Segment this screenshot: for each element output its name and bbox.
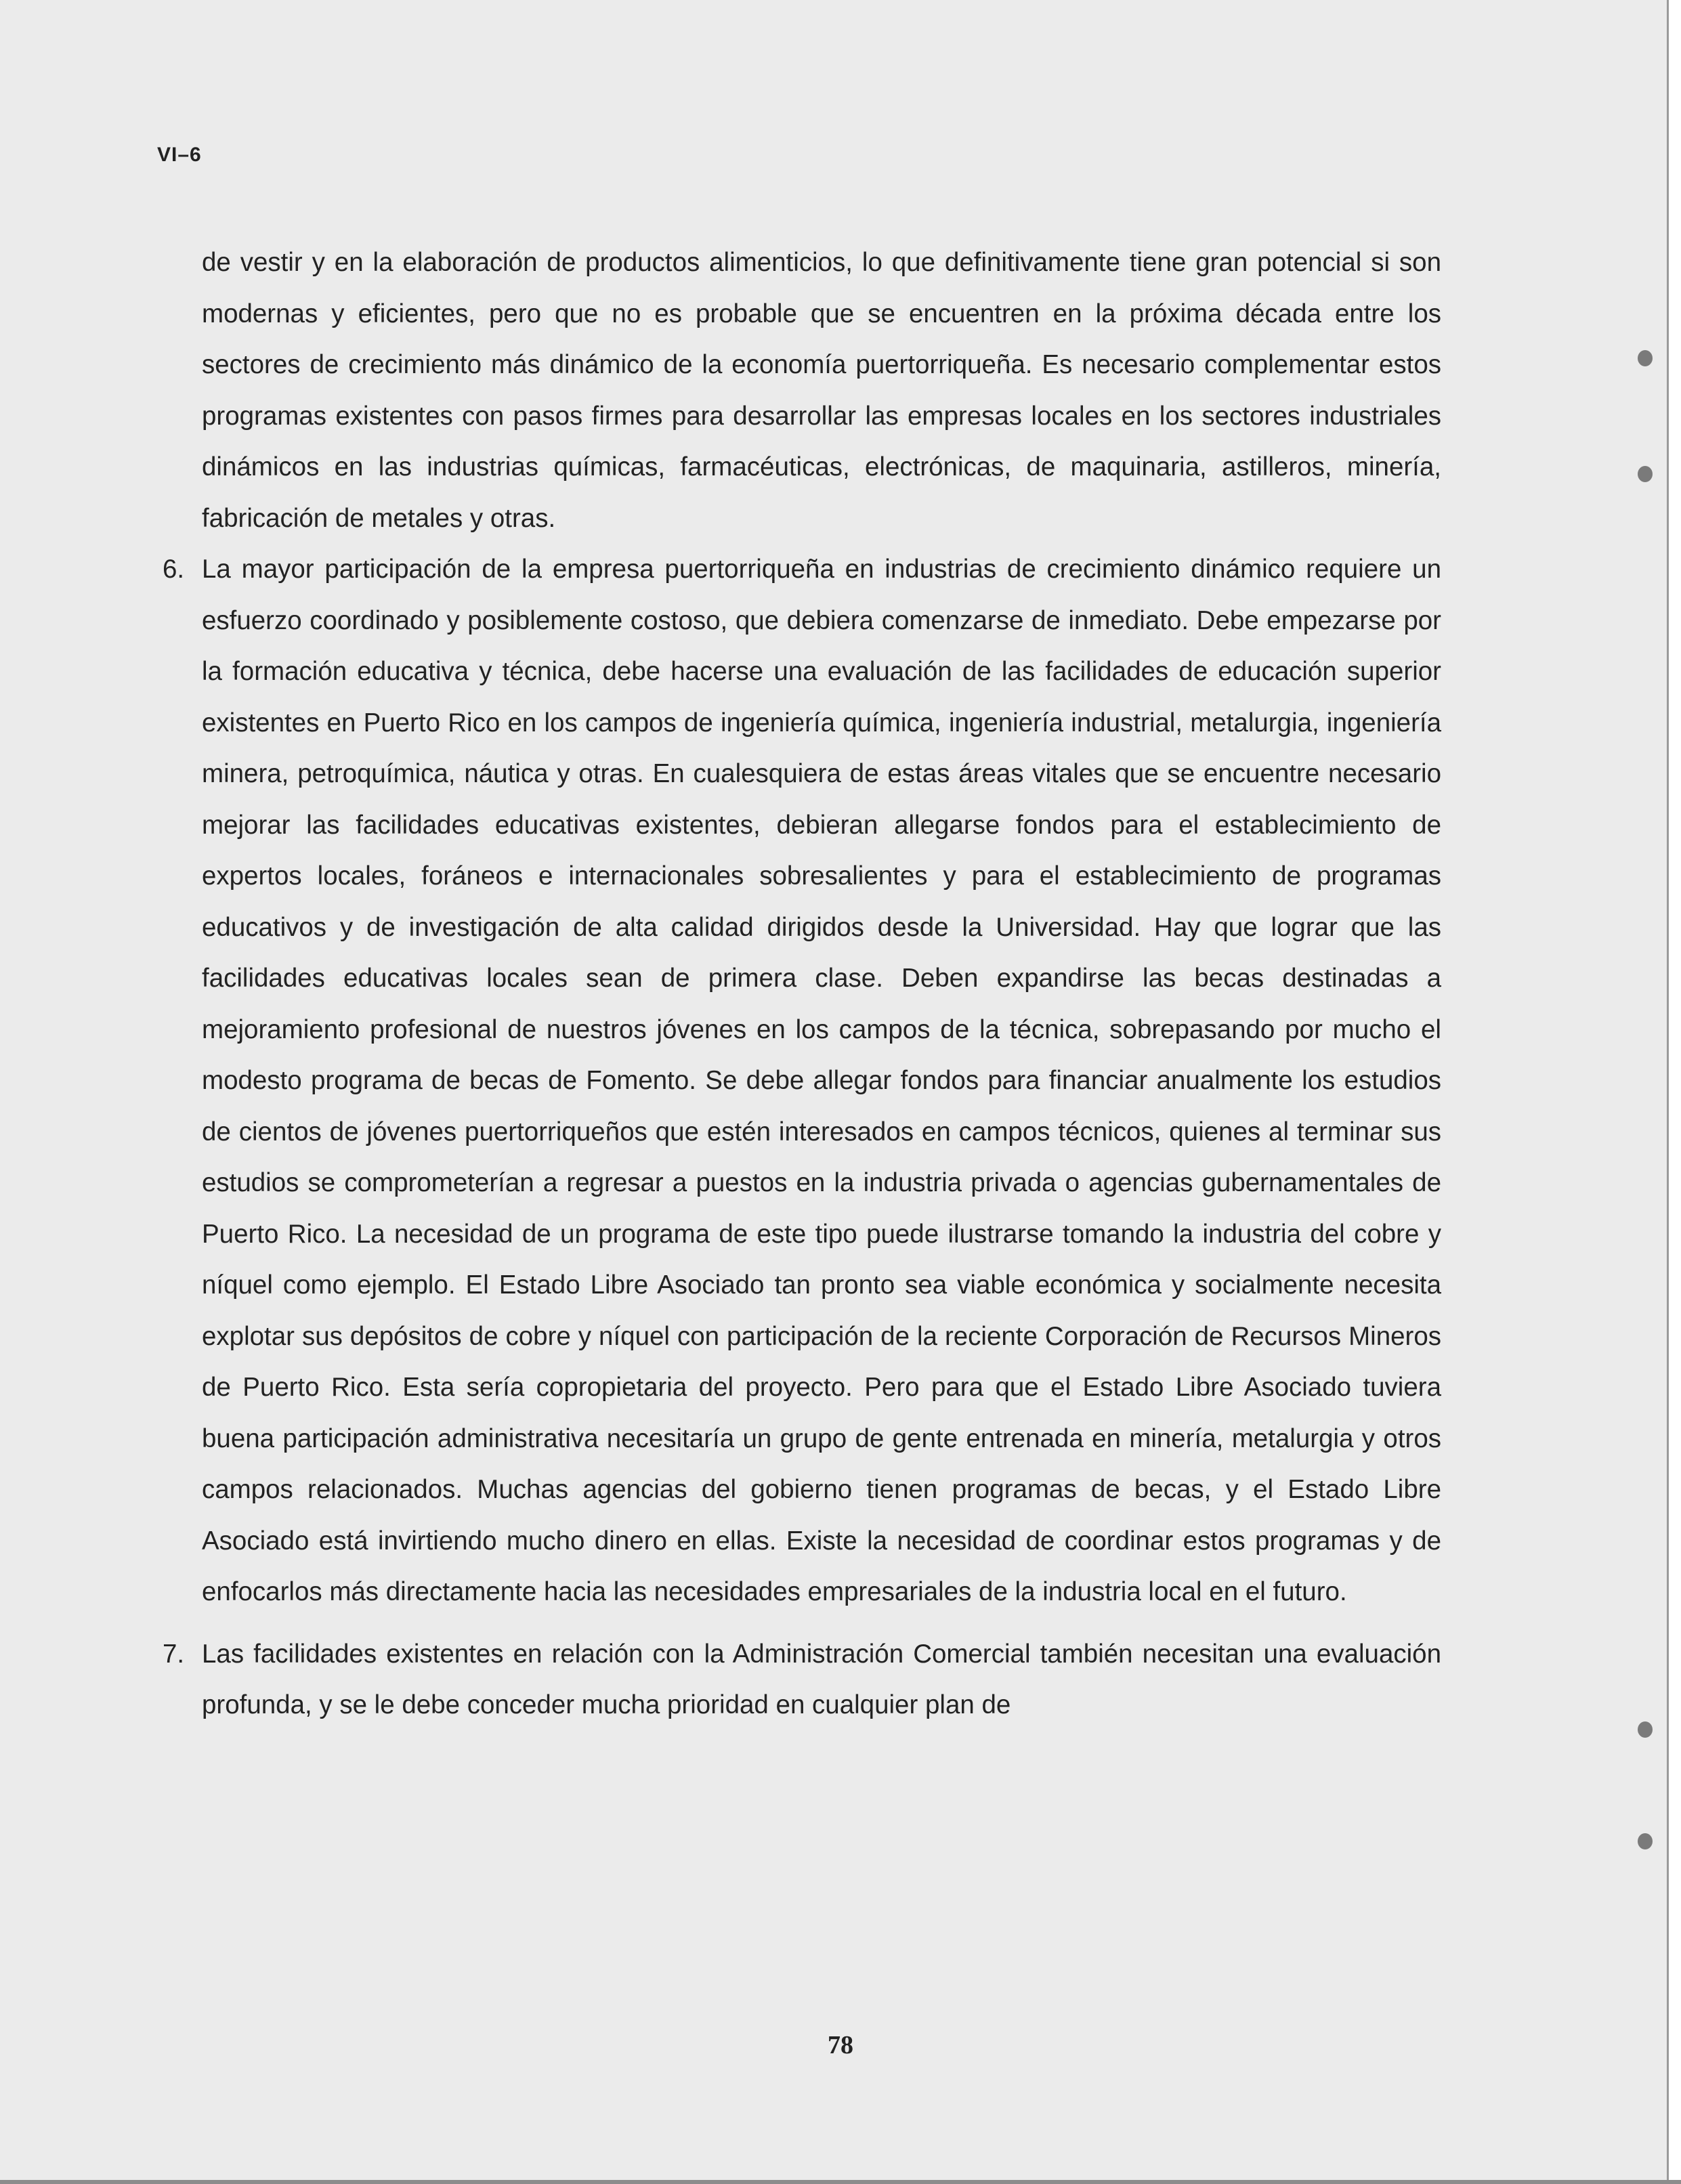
list-item-text: La mayor participación de la empresa puertorriqueña en industrias de crecimiento dinámico requiere un esfuerzo coordinado y posiblemente costoso, que debiera comenzarse de inmediato. Debe empezarse por la formación educativa y técnica, debe hacerse una evaluación de las facilidades de educación superior existentes en Puerto Rico en los campos de ingeniería química, ingeniería industrial, metalurgia, ingeniería minera, petroquímica, náutica y otras. En cualesquiera de estas áreas vitales que se encuentre necesario mejorar las facilidades educativas existentes, debieran allegarse fondos para el establecimiento de expertos locales, foráneos e internacionales sobresalientes y para el establecimiento de programas educativos y de investigación de alta calidad dirigidos desde la Universidad. Hay que lograr que las facilidades educativas locales sean de primera clase. Deben expandirse las becas destinadas a mejoramiento profesional de nuestros jóvenes en los campos de la técnica, sobrepasando por mucho el modesto programa de becas de Fomento. Se debe allegar fondos para financiar anualmente los estudios de cientos de jóvenes puertorriqueños que estén interesados en campos técnicos, quienes al terminar sus estudios se comprometerían a regresar a puestos en la industria privada o agencias gubernamentales de Puerto Rico. La necesidad de un programa de este tipo puede ilustrarse tomando la industria del cobre y níquel como ejemplo. El Estado Libre Asociado tan pronto sea viable económica y socialmente necesita explotar sus depósitos de cobre y níquel con participación de la reciente Corporación de Recursos Mineros de Puerto Rico. Esta sería copropietaria del proyecto. Pero para que el Estado Libre Asociado tuviera buena participación administrativa necesitaría un grupo de gente entrenada en minería, metalurgia y otros campos relacionados. Muchas agencias del gobierno tienen programas de becas, y el Estado Libre Asociado está invirtiendo mucho dinero en ellas. Existe la necesidad de coordinar estos programas y de enfocarlos más directamente hacia las necesidades empresariales de la industria local en el futuro. — [202, 555, 1441, 1606]
document-body — [163, 237, 1441, 1731]
binder-hole-mark — [1638, 350, 1653, 366]
binder-hole-mark — [1638, 466, 1653, 482]
binder-hole-mark — [1638, 1721, 1653, 1738]
page-edge-right — [1667, 0, 1681, 2184]
list-item-6 — [163, 544, 1441, 1618]
list-item-number: 7. — [163, 1639, 185, 1669]
list-item-text: Las facilidades existentes en relación con la Administración Comercial también necesitan una evaluación profunda, y se le debe conceder mucha prioridad en cualquier plan de — [202, 1639, 1441, 1719]
binder-hole-mark — [1638, 1833, 1653, 1849]
list-item-7 — [163, 1629, 1441, 1731]
paragraph-continuation: de vestir y en la elaboración de productos alimenticios, lo que definitivamente tiene gran potencial si son modernas y eficientes, pero que no es probable que se encuentren en la próxima década entre los sectores de crecimiento más dinámico de la economía puertorriqueña. Es necesario complementar estos programas existentes con pasos firmes para desarrollar las empresas locales en los sectores industriales dinámicos en las industrias químicas, farmacéuticas, electrónicas, de maquinaria, astilleros, minería, fabricación de metales y otras. — [202, 248, 1441, 533]
page-number: 78 — [828, 2031, 853, 2059]
list-item-number: 6. — [163, 555, 185, 584]
page-edge-bottom — [0, 2180, 1681, 2184]
section-code: VI–6 — [157, 144, 202, 166]
